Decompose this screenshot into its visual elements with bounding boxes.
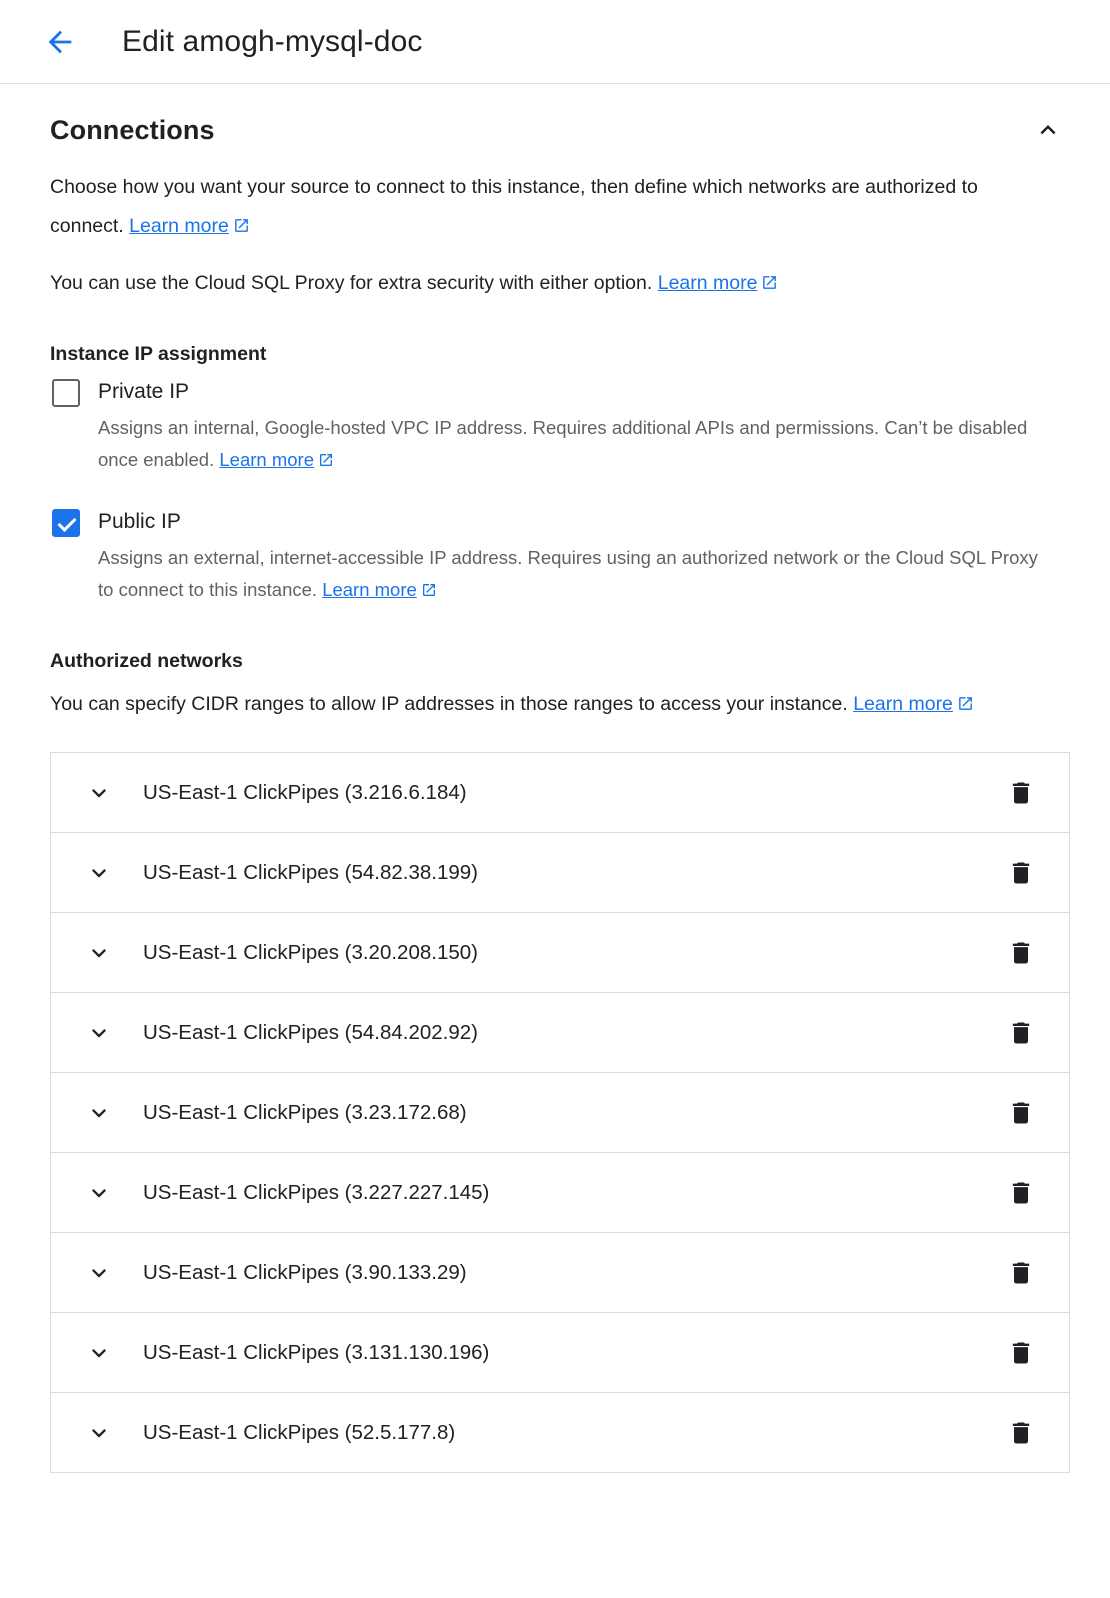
learn-more-link-public-ip[interactable]: Learn more [322,579,417,600]
chevron-down-icon[interactable] [77,1251,121,1295]
page-header [0,0,1110,84]
external-link-icon [761,266,778,305]
page-title: Edit amogh-mysql-doc [122,24,423,58]
table-row [51,913,1069,993]
chevron-down-icon[interactable] [77,771,121,815]
private-ip-label: Private IP [98,380,190,403]
trash-icon[interactable] [999,1331,1043,1375]
chevron-up-icon[interactable] [1030,112,1066,148]
learn-more-link-connections[interactable]: Learn more [129,215,229,237]
external-link-icon [421,576,437,608]
trash-icon[interactable] [999,1091,1043,1135]
external-link-icon [318,446,334,478]
private-ip-description-text: Assigns an internal, Google-hosted VPC IP address. Requires additional APIs and permissions. Can’t be disabled once enabled. [98,417,1028,470]
back-arrow-icon[interactable] [38,20,82,64]
trash-icon[interactable] [999,931,1043,975]
trash-icon[interactable] [999,1171,1043,1215]
learn-more-link-private-ip[interactable]: Learn more [219,449,314,470]
table-row [51,753,1069,833]
connections-intro-1 [50,168,1050,248]
chevron-down-icon[interactable] [77,1091,121,1135]
trash-icon[interactable] [999,1411,1043,1455]
authorized-networks-heading: Authorized networks [50,650,243,672]
network-name: US-East-1 ClickPipes (3.20.208.150) [143,940,478,964]
trash-icon[interactable] [999,1011,1043,1055]
connections-panel-header [50,84,1070,148]
public-ip-checkbox[interactable] [52,509,80,537]
chevron-down-icon[interactable] [77,1411,121,1455]
chevron-down-icon[interactable] [77,931,121,975]
network-name: US-East-1 ClickPipes (3.90.133.29) [143,1260,467,1284]
table-row [51,1233,1069,1313]
learn-more-link-authorized-networks[interactable]: Learn more [853,693,953,715]
checkbox-row-public-ip[interactable] [50,506,1070,608]
network-name: US-East-1 ClickPipes (54.82.38.199) [143,860,478,884]
authorized-networks-description-text: You can specify CIDR ranges to allow IP addresses in those ranges to access your instance. [50,693,854,715]
trash-icon[interactable] [999,771,1043,815]
table-row [51,1313,1069,1393]
public-ip-description [98,542,1058,608]
external-link-icon [233,209,250,248]
authorized-networks-description [50,685,1040,726]
public-ip-description-text: Assigns an external, internet-accessible IP address. Requires using an authorized network or the Cloud SQL Proxy to connect to this instance. [98,547,1038,600]
external-link-icon [957,687,974,726]
authorized-networks-list [50,752,1070,1473]
checkbox-row-private-ip[interactable] [50,376,1070,478]
connections-intro-2-text: You can use the Cloud SQL Proxy for extra security with either option. [50,272,658,294]
learn-more-link-proxy[interactable]: Learn more [657,272,758,294]
table-row [51,833,1069,913]
chevron-down-icon[interactable] [77,1011,121,1055]
chevron-down-icon[interactable] [77,1331,121,1375]
network-name: US-East-1 ClickPipes (52.5.177.8) [143,1420,456,1444]
table-row [51,1393,1069,1473]
connections-title: Connections [50,114,215,145]
table-row [51,993,1069,1073]
network-name: US-East-1 ClickPipes (54.84.202.92) [143,1020,478,1044]
chevron-down-icon[interactable] [77,1171,121,1215]
private-ip-description [98,412,1058,478]
network-name: US-East-1 ClickPipes (3.23.172.68) [143,1100,467,1124]
network-name: US-East-1 ClickPipes (3.227.227.145) [143,1180,490,1204]
table-row [51,1073,1069,1153]
connections-panel [0,84,1110,1473]
private-ip-checkbox[interactable] [52,379,80,407]
connections-intro-2 [50,264,1050,305]
table-row [51,1153,1069,1233]
instance-ip-assignment-label: Instance IP assignment [50,343,267,365]
public-ip-label: Public IP [98,510,181,533]
trash-icon[interactable] [999,1251,1043,1295]
connections-intro-1-text: Choose how you want your source to connect to this instance, then define which networks are authorized to connect. [50,176,978,237]
chevron-down-icon[interactable] [77,851,121,895]
network-name: US-East-1 ClickPipes (3.216.6.184) [143,780,467,804]
trash-icon[interactable] [999,851,1043,895]
network-name: US-East-1 ClickPipes (3.131.130.196) [143,1340,490,1364]
